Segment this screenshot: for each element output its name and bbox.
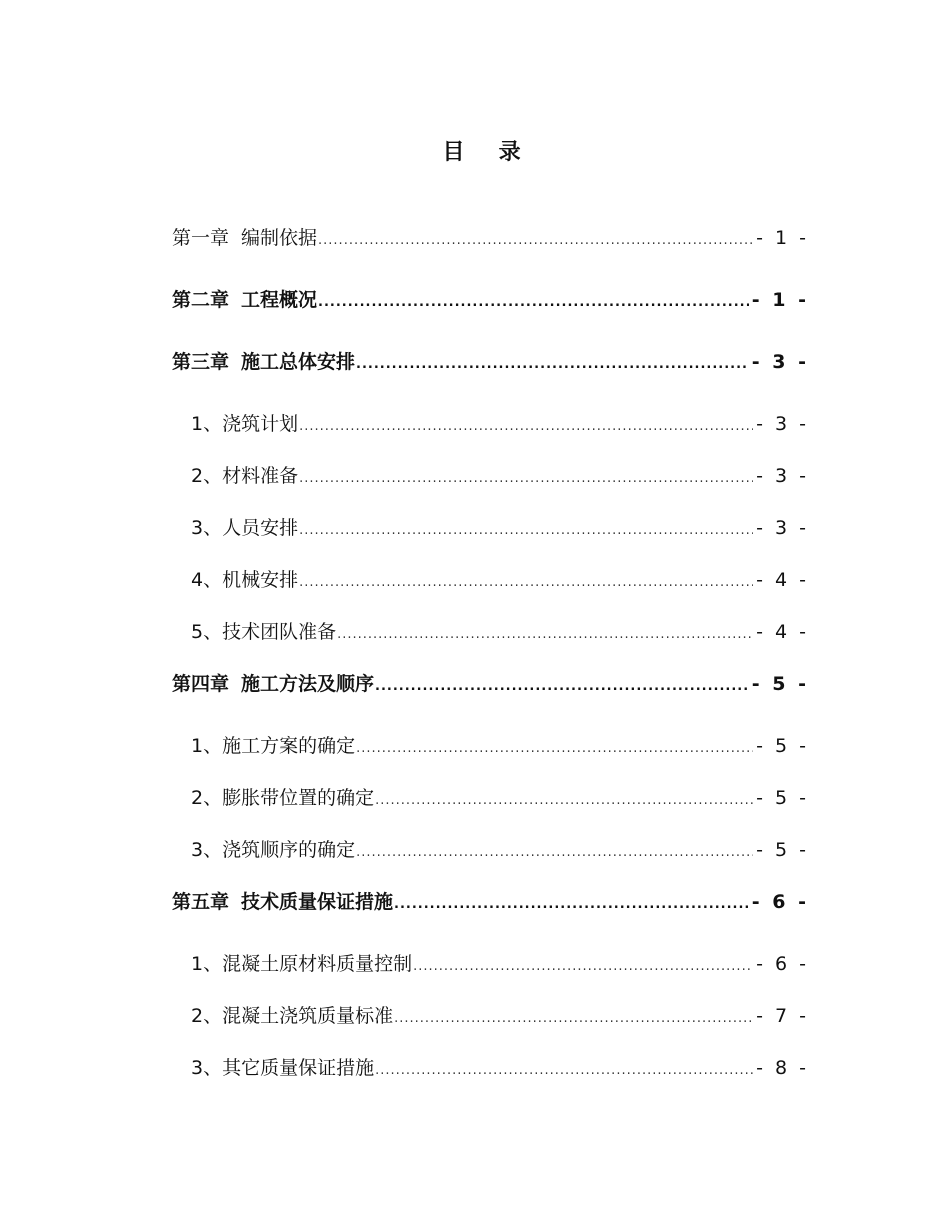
toc-entry-text: 工程概况 bbox=[241, 289, 318, 311]
toc-entry-text: 1、施工方案的确定 bbox=[191, 735, 356, 757]
toc-dot-leader bbox=[356, 729, 753, 769]
toc-entry-text: 1、浇筑计划 bbox=[191, 413, 299, 435]
toc-dot-leader bbox=[299, 563, 753, 603]
toc-section-entry[interactable] bbox=[172, 404, 809, 456]
toc-dot-leader bbox=[394, 999, 753, 1039]
toc-page-number: - 4 - bbox=[756, 569, 809, 591]
toc-entry-text: 3、浇筑顺序的确定 bbox=[191, 839, 356, 861]
table-of-contents bbox=[172, 218, 809, 1100]
toc-dot-leader bbox=[318, 283, 749, 323]
toc-entry-text: 4、机械安排 bbox=[191, 569, 299, 591]
toc-entry-text: 2、膨胀带位置的确定 bbox=[191, 787, 375, 809]
toc-entry-label bbox=[191, 726, 355, 766]
toc-section-entry[interactable] bbox=[172, 830, 809, 882]
toc-entry-text: 施工方法及顺序 bbox=[241, 673, 375, 695]
toc-entry-text: 3、其它质量保证措施 bbox=[191, 1057, 375, 1079]
toc-chapter-entry[interactable] bbox=[172, 218, 809, 280]
toc-page-number: - 3 - bbox=[751, 351, 809, 373]
toc-page-number: - 1 - bbox=[756, 227, 809, 249]
toc-dot-leader bbox=[356, 833, 753, 873]
toc-chapter-number: 第五章 bbox=[172, 891, 230, 913]
toc-dot-leader bbox=[299, 511, 753, 551]
toc-page-number: - 6 - bbox=[756, 953, 809, 975]
toc-section-entry[interactable] bbox=[172, 778, 809, 830]
toc-entry-label bbox=[172, 218, 317, 258]
toc-chapter-entry[interactable] bbox=[172, 342, 809, 404]
toc-chapter-entry[interactable] bbox=[172, 664, 809, 726]
toc-dot-leader bbox=[413, 947, 753, 987]
toc-section-entry[interactable] bbox=[172, 996, 809, 1048]
toc-page-number: - 1 - bbox=[751, 289, 809, 311]
toc-page-number: - 7 - bbox=[756, 1005, 809, 1027]
toc-section-entry[interactable] bbox=[172, 560, 809, 612]
toc-entry-text: 1、混凝土原材料质量控制 bbox=[191, 953, 413, 975]
toc-section-entry[interactable] bbox=[172, 508, 809, 560]
toc-entry-label bbox=[191, 404, 298, 444]
toc-entry-label bbox=[191, 1048, 374, 1088]
toc-entry-label bbox=[191, 560, 298, 600]
toc-chapter-entry[interactable] bbox=[172, 882, 809, 944]
toc-chapter-number: 第二章 bbox=[172, 289, 230, 311]
toc-page-number: - 3 - bbox=[756, 517, 809, 539]
toc-section-entry[interactable] bbox=[172, 1048, 809, 1100]
toc-page-number: - 5 - bbox=[751, 673, 809, 695]
toc-dot-leader bbox=[356, 345, 749, 385]
toc-entry-label bbox=[191, 944, 412, 984]
toc-dot-leader bbox=[394, 885, 749, 925]
toc-entry-label bbox=[191, 612, 336, 652]
toc-page-number: - 3 - bbox=[756, 465, 809, 487]
toc-entry-label bbox=[191, 778, 374, 818]
toc-dot-leader bbox=[375, 1051, 753, 1091]
toc-page-number: - 6 - bbox=[751, 891, 809, 913]
toc-dot-leader bbox=[375, 667, 749, 707]
toc-entry-label bbox=[172, 882, 393, 922]
toc-chapter-number: 第四章 bbox=[172, 673, 230, 695]
toc-entry-label bbox=[191, 456, 298, 496]
toc-section-entry[interactable] bbox=[172, 944, 809, 996]
toc-dot-leader bbox=[299, 407, 753, 447]
page-title: 目 录 bbox=[442, 140, 534, 165]
toc-entry-text: 2、混凝土浇筑质量标准 bbox=[191, 1005, 394, 1027]
toc-entry-label bbox=[191, 508, 298, 548]
toc-section-entry[interactable] bbox=[172, 726, 809, 778]
toc-dot-leader bbox=[337, 615, 753, 655]
toc-dot-leader bbox=[375, 781, 753, 821]
toc-section-entry[interactable] bbox=[172, 612, 809, 664]
toc-chapter-number: 第三章 bbox=[172, 351, 230, 373]
toc-entry-text: 5、技术团队准备 bbox=[191, 621, 337, 643]
toc-page-number: - 5 - bbox=[756, 735, 809, 757]
toc-entry-label bbox=[172, 280, 317, 320]
toc-entry-text: 2、材料准备 bbox=[191, 465, 299, 487]
toc-entry-label bbox=[172, 342, 355, 382]
toc-entry-text: 技术质量保证措施 bbox=[241, 891, 394, 913]
toc-entry-text: 施工总体安排 bbox=[241, 351, 356, 373]
toc-chapter-entry[interactable] bbox=[172, 280, 809, 342]
toc-entry-text: 3、人员安排 bbox=[191, 517, 299, 539]
toc-chapter-number: 第一章 bbox=[172, 227, 230, 249]
toc-page-number: - 5 - bbox=[756, 787, 809, 809]
toc-dot-leader bbox=[318, 221, 753, 261]
toc-entry-label bbox=[191, 996, 393, 1036]
toc-page-number: - 4 - bbox=[756, 621, 809, 643]
toc-section-entry[interactable] bbox=[172, 456, 809, 508]
toc-entry-label bbox=[191, 830, 355, 870]
toc-entry-label bbox=[172, 664, 374, 704]
toc-page-number: - 5 - bbox=[756, 839, 809, 861]
toc-dot-leader bbox=[299, 459, 753, 499]
toc-page-number: - 8 - bbox=[756, 1057, 809, 1079]
toc-entry-text: 编制依据 bbox=[241, 227, 318, 249]
toc-page-number: - 3 - bbox=[756, 413, 809, 435]
